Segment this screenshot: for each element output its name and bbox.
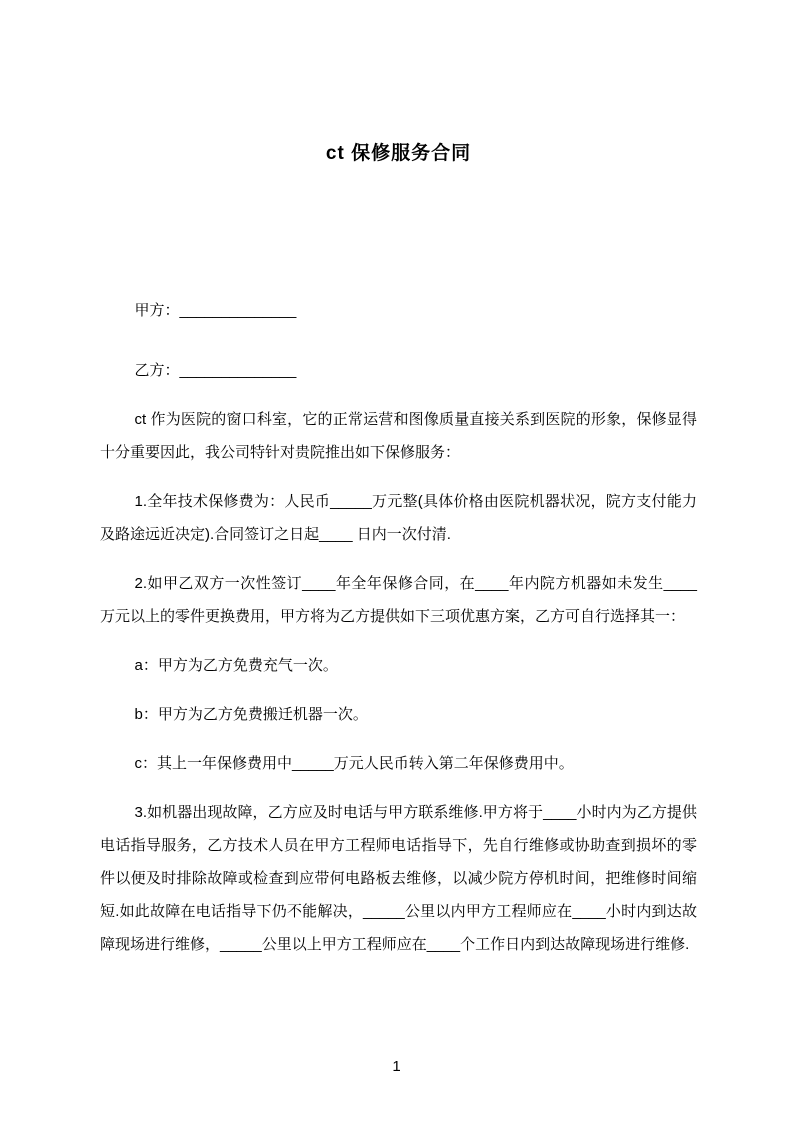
document-title: ct 保修服务合同 <box>325 143 472 164</box>
option-b-free-relocation: b：甲方为乙方免费搬迁机器一次。 <box>134 706 368 723</box>
clause-3-repair-response: 3.如机器出现故障，乙方应及时电话与甲方联系维修.甲方将于____小时内为乙方提供电话指导服务，乙方技术人员在甲方工程师电话指导下，先自行维修或协助查到损坏的零件以便及时排除故障或检查到应带何电路板去维修，以减少院方停机时间，把维修时间缩短.如此故障在电话指导下仍不能解决，_____公里以内甲方工程师应在____小时内到达故障现场进行维修，_____公里以上甲方工程师应在____个工作日内到达故障现场进行维修. <box>100 804 697 953</box>
party-a-line: 甲方：______________ <box>134 302 297 319</box>
page-footer <box>0 1057 793 1077</box>
party-b-line: 乙方：______________ <box>134 362 297 379</box>
option-c-fee-carryover: c：其上一年保修费用中_____万元人民币转入第二年保修费用中。 <box>134 755 574 772</box>
option-a-free-gas-refill: a：甲方为乙方免费充气一次。 <box>134 657 338 674</box>
clause-2-multi-year-offer: 2.如甲乙双方一次性签订____年全年保修合同，在____年内院方机器如未发生____万元以上的零件更换费用，甲方将为乙方提供如下三项优惠方案，乙方可自行选择其一： <box>100 575 697 625</box>
page-number: 1 <box>392 1058 401 1075</box>
intro-paragraph: ct 作为医院的窗口科室，它的正常运营和图像质量直接关系到医院的形象，保修显得十分重要因此，我公司特针对贵院推出如下保修服务： <box>100 411 697 461</box>
clause-1-annual-fee: 1.全年技术保修费为：人民币_____万元整(具体价格由医院机器状况，院方支付能力及路途远近决定).合同签订之日起____ 日内一次付清. <box>100 493 697 543</box>
